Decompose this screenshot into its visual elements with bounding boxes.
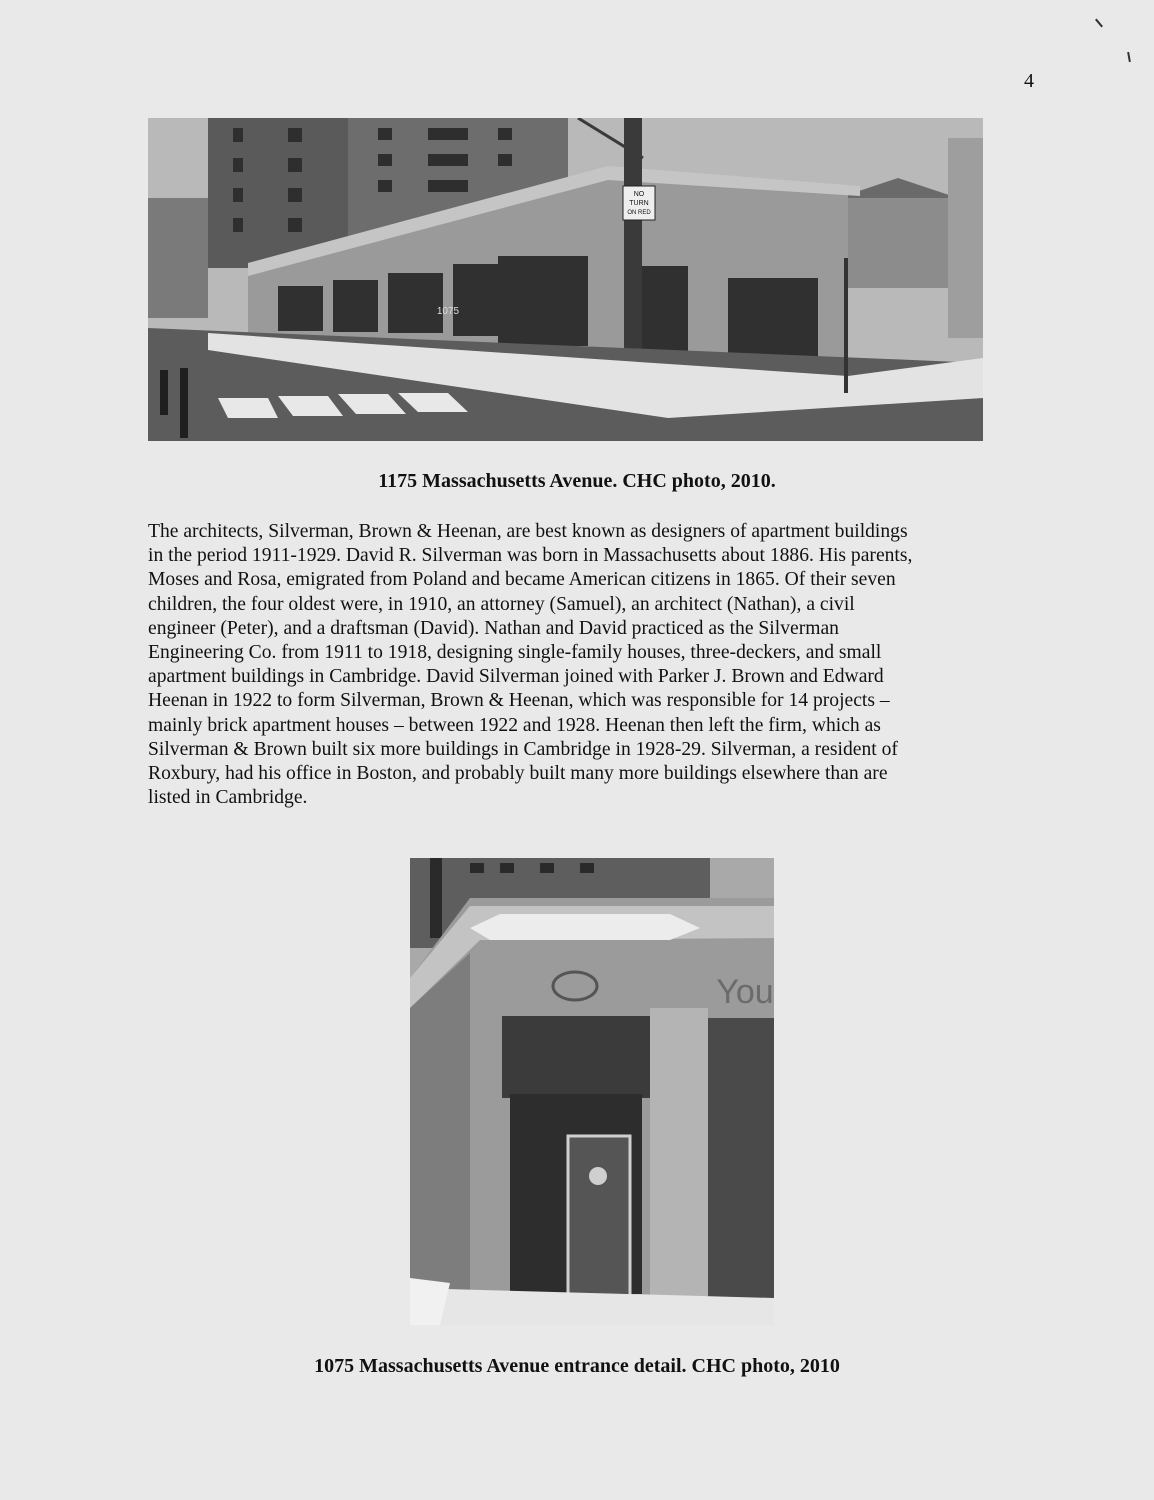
entrance-detail-photo (410, 858, 774, 1325)
body-line: engineer (Peter), and a draftsman (David). Nathan and David practiced as the Silverman (148, 617, 839, 639)
figure-caption: 1175 Massachusetts Avenue. CHC photo, 2010. (378, 470, 776, 492)
sign-turn: TURN (629, 200, 649, 207)
body-paragraph (148, 520, 1048, 810)
page-number: 4 (1024, 70, 1034, 92)
body-line: children, the four oldest were, in 1910, an attorney (Samuel), an architect (Nathan), a civil (148, 593, 855, 615)
body-line: The architects, Silverman, Brown & Heenan, are best known as designers of apartment buildings (148, 521, 908, 542)
scan-mark (1095, 19, 1103, 28)
body-line: Roxbury, had his office in Boston, and probably built many more buildings elsewhere than are (148, 763, 888, 785)
body-line: in the period 1911-1929. David R. Silverman was born in Massachusetts about 1886. His parents, (148, 545, 913, 567)
body-line: apartment buildings in Cambridge. David Silverman joined with Parker J. Brown and Edward (148, 666, 884, 688)
body-line: listed in Cambridge. (148, 787, 308, 809)
body-line: Heenan in 1922 to form Silverman, Brown & Heenan, which was responsible for 14 projects – (148, 690, 890, 712)
body-line: Moses and Rosa, emigrated from Poland and became American citizens in 1865. Of their seven (148, 569, 896, 591)
figure-caption: 1075 Massachusetts Avenue entrance detail. CHC photo, 2010 (314, 1355, 840, 1377)
storefront-number: 1075 (436, 306, 460, 317)
facade-lettering: You (716, 973, 774, 1011)
street-corner-photo (148, 118, 983, 441)
body-line: Silverman & Brown built six more buildings in Cambridge in 1928-29. Silverman, a resident of (148, 738, 898, 760)
body-line: mainly brick apartment houses – between 1922 and 1928. Heenan then left the firm, which as (148, 714, 881, 736)
body-line: Engineering Co. from 1911 to 1918, designing single-family houses, three-deckers, and small (148, 642, 882, 664)
scan-mark (1127, 52, 1131, 62)
sign-on-red: ON RED (627, 210, 651, 216)
sign-no: NO (633, 191, 645, 198)
